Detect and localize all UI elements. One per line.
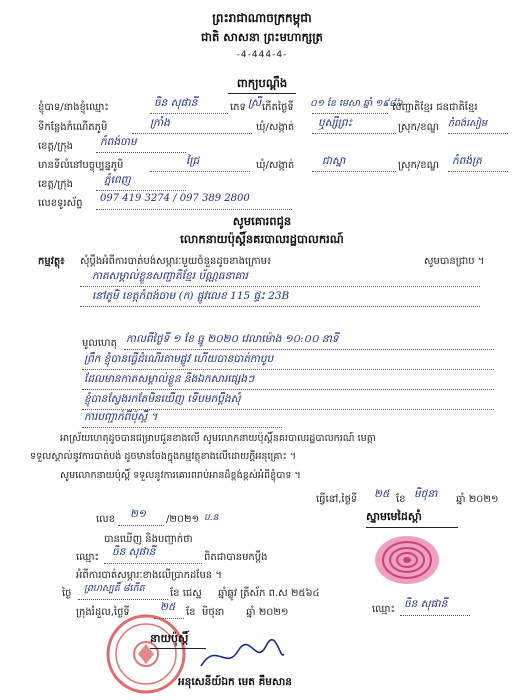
name-label: ខ្ញុំបាទ/នាងខ្ញុំឈ្មោះ (38, 102, 109, 113)
residence-province: ភ្នំពេញ (104, 174, 131, 186)
dated-month-label: ខែ (396, 494, 406, 505)
cause-line3: ដែលមានកាតសម្គាល់ខ្លួន និងឯកសារផ្សេងៗ (84, 373, 255, 385)
request-paragraph-1: អាស្រ័យហេតុដូចបានជម្រាបជូនខាងលើ សូមលោកនាយប៉ុស្តិ៍នគរបាលរដ្ឋបាលករណ៍ មេត្តា (60, 433, 376, 444)
birthplace-district-dotline (448, 133, 508, 134)
subject-line1-dotline (80, 286, 480, 287)
subject-label: កម្មវត្ថុ៖ (38, 256, 65, 267)
birthplace-village-dotline (132, 133, 252, 134)
dated-year: ឆ្នាំ ២០២១ (456, 494, 499, 505)
cause-line2-dotline (82, 369, 494, 370)
name-dotline (150, 113, 228, 114)
res-province-dotline (96, 190, 186, 191)
cause-line1-dotline (124, 349, 494, 350)
office-report-line: អំពីការបាត់សម្ភារៈខាងលើប្រាកដមែន ។ (76, 570, 222, 581)
birthplace-label: ទីកន្លែងកំណើតភូមិ (38, 122, 108, 133)
birth-province: កំពង់ចាម (100, 136, 137, 148)
office-day-dotline (78, 599, 168, 600)
cause-line5: ការបញ្ជាក់ពីប៉ុស្តិ៍ ។ (84, 411, 158, 423)
subject-line2-dotline (80, 306, 480, 307)
office-city-day: ២៥ (160, 601, 176, 613)
subject-notice: សូមបានជ្រាប ។ (424, 256, 485, 267)
office-name-suffix: ពិតជាបានមកប្ដឹង (204, 552, 268, 563)
office-name-dotline (104, 563, 202, 564)
document-title: ពាក្យបណ្ដឹង (236, 76, 288, 90)
birthplace-district: កំពង់សៀម (448, 118, 488, 129)
residence-district-label: ស្រុក/ខណ្ឌ (398, 160, 439, 171)
kingdom-heading: ព្រះរាជាណាចក្រកម្ពុជា (212, 11, 312, 25)
residence-district: កំពង់ត្រ (452, 155, 482, 167)
cause-label: មូលហេតុ (82, 338, 117, 349)
birth-province-label: ខេត្ត/ក្រុង (38, 141, 73, 152)
office-seen-label: បានឃើញ និងបញ្ជាក់ថា (104, 534, 193, 545)
residence-commune: ជាស្នា (322, 155, 346, 167)
national-motto: ជាតិ សាសនា ព្រះមហាក្សត្រ (201, 30, 323, 44)
office-day-label: ថ្ងៃ (62, 588, 72, 599)
office-city-month: មិថុនា (202, 607, 225, 618)
phone-dotline (96, 209, 292, 210)
office-lunar-month: ខែ ជេស្ឋ (170, 588, 202, 599)
office-number-value: ២១ (130, 508, 146, 520)
officer-name: អនុសេនីយ៍ឯក មេត គឹមសាន (178, 676, 292, 688)
birthplace-district-label: ស្រុក/ខណ្ឌ (398, 122, 439, 133)
residence-district-dotline (448, 171, 508, 172)
office-city-label: ក្រុងរំដួល,ថ្ងៃទី (76, 607, 130, 618)
residence-commune-dotline (312, 171, 396, 172)
dob-label: កើតថ្ងៃទី (262, 102, 294, 113)
subject-line2: នៅភូមិ ខេត្តកំពង់ចាម (ក) ផ្លូវលេខ 115 ផ្ទះ 23B (92, 290, 290, 302)
residence-province-label: ខេត្ត/ក្រុង (38, 179, 73, 190)
thumbprint-name-label: ឈ្មោះ (372, 604, 395, 615)
birthplace-village: ក្រាំង (150, 117, 170, 129)
name-value: ចិន សុផានី (154, 97, 198, 109)
phone-label: លេខទូរស័ព្ទ (38, 198, 83, 209)
cause-line4: ខ្ញុំបានស្វែងរកតែមិនឃើញ ទើបមកប្ដឹងសុំ (84, 393, 241, 405)
residence-commune-label: ឃុំ/សង្កាត់ (256, 160, 295, 171)
respect-line: សូមគោរពជូន (232, 214, 292, 228)
dated-prefix: ធ្វើនៅ,ថ្ងៃទី (316, 494, 358, 505)
nationality-label: សញ្ជាតិខ្មែរ ជនជាតិខ្មែរ (392, 102, 478, 113)
residence-village-dotline (150, 171, 250, 172)
office-lunar-year: ឆ្នាំឆ្លូវ ត្រីស័ក ព.ស ២៥៦៤ (218, 588, 320, 599)
request-paragraph-3: សូមលោកនាយប៉ុស្តិ៍ ទទួលនូវការគោរពរាប់អានដ៏ខ្ពង់ខ្ពស់អំពីខ្ញុំបាទ ។ (60, 470, 301, 481)
sex-value: ស្រី (248, 97, 262, 109)
office-city-month-label: ខែ (186, 607, 196, 618)
addressee-line: លោកនាយប៉ុស្តិ៍នគរបាលរដ្ឋបាលករណ៍ (180, 232, 344, 246)
thumbprint-label: ស្នាមមេដៃស្ដាំ (366, 510, 422, 523)
thumbprint-icon (362, 530, 452, 590)
dob-dotline (312, 113, 388, 114)
residence-village: ជ្រៃ (186, 155, 200, 167)
phone-value: 097 419 3274 / 097 389 2800 (100, 193, 250, 204)
dated-day: ២៥ (374, 488, 390, 500)
office-number-dotline (118, 525, 164, 526)
office-number-label: លេខ (96, 514, 116, 525)
sex-label: ភេទ (230, 102, 246, 113)
thumbprint-underline (366, 527, 458, 528)
birth-province-dotline (96, 152, 186, 153)
birthplace-commune-label: ឃុំ/សង្កាត់ (256, 122, 295, 133)
dated-month: មិថុនា (414, 488, 438, 500)
signature-icon (196, 636, 286, 676)
cause-line2: ព្រឹក ខ្ញុំបានធ្វើដំណើរតាមផ្លូវ ហើយបានបាត់កាបូប (84, 353, 274, 365)
birthplace-commune-dotline (312, 133, 396, 134)
cause-line1: កាលពីថ្ងៃទី ១ ខែ ធ្នូ ២០២០ វេលាម៉ោង ១០:០០ នាទី (126, 333, 339, 345)
title-underline (228, 93, 296, 94)
office-day-value: ព្រហស្បតិ៍ ៨កើត (84, 583, 145, 594)
birthplace-commune: ឬស្សីព្រះ (318, 117, 353, 129)
cause-line5-dotline (82, 427, 282, 428)
office-name-value: ចិន សុផានី (112, 546, 156, 558)
subject-line1: កាតសម្គាល់ខ្លួនសញ្ជាតិខ្មែរ ប័ណ្ណធនាគារ (92, 270, 248, 282)
office-city-year: ឆ្នាំ ២០២១ (246, 607, 289, 618)
dob-value: ០១ ខែ មេសា ឆ្នាំ ១៩៨៦ (310, 98, 403, 109)
subject-text: សុំប្ដឹងអំពីការបាត់បង់សម្ភារៈមួយចំនួនដូចខាងក្រោម៖ (80, 256, 272, 267)
header-ornament: -4-444-4- (236, 50, 288, 60)
cause-line3-dotline (82, 389, 494, 390)
office-number-code: ប.ន (204, 513, 219, 523)
office-number-suffix: /២០២១ (166, 514, 200, 525)
thumbprint-name-dotline (400, 615, 470, 616)
thumbprint-name: ចិន សុផានី (404, 598, 448, 610)
office-name-label: ឈ្មោះ (76, 552, 99, 563)
request-paragraph-2: ទទួលស្គាល់នូវការបាត់បង់ ដូចមានចែងក្នុងកម្មវត្ថុខាងលើដោយក្ដីអនុគ្រោះ ។ (30, 451, 297, 462)
cause-line4-dotline (82, 409, 494, 410)
office-chief-title: នាយប៉ុស្តិ៍ (150, 632, 189, 645)
residence-label: មានទីលំនៅបច្ចុប្បន្នភូមិ (38, 160, 124, 171)
